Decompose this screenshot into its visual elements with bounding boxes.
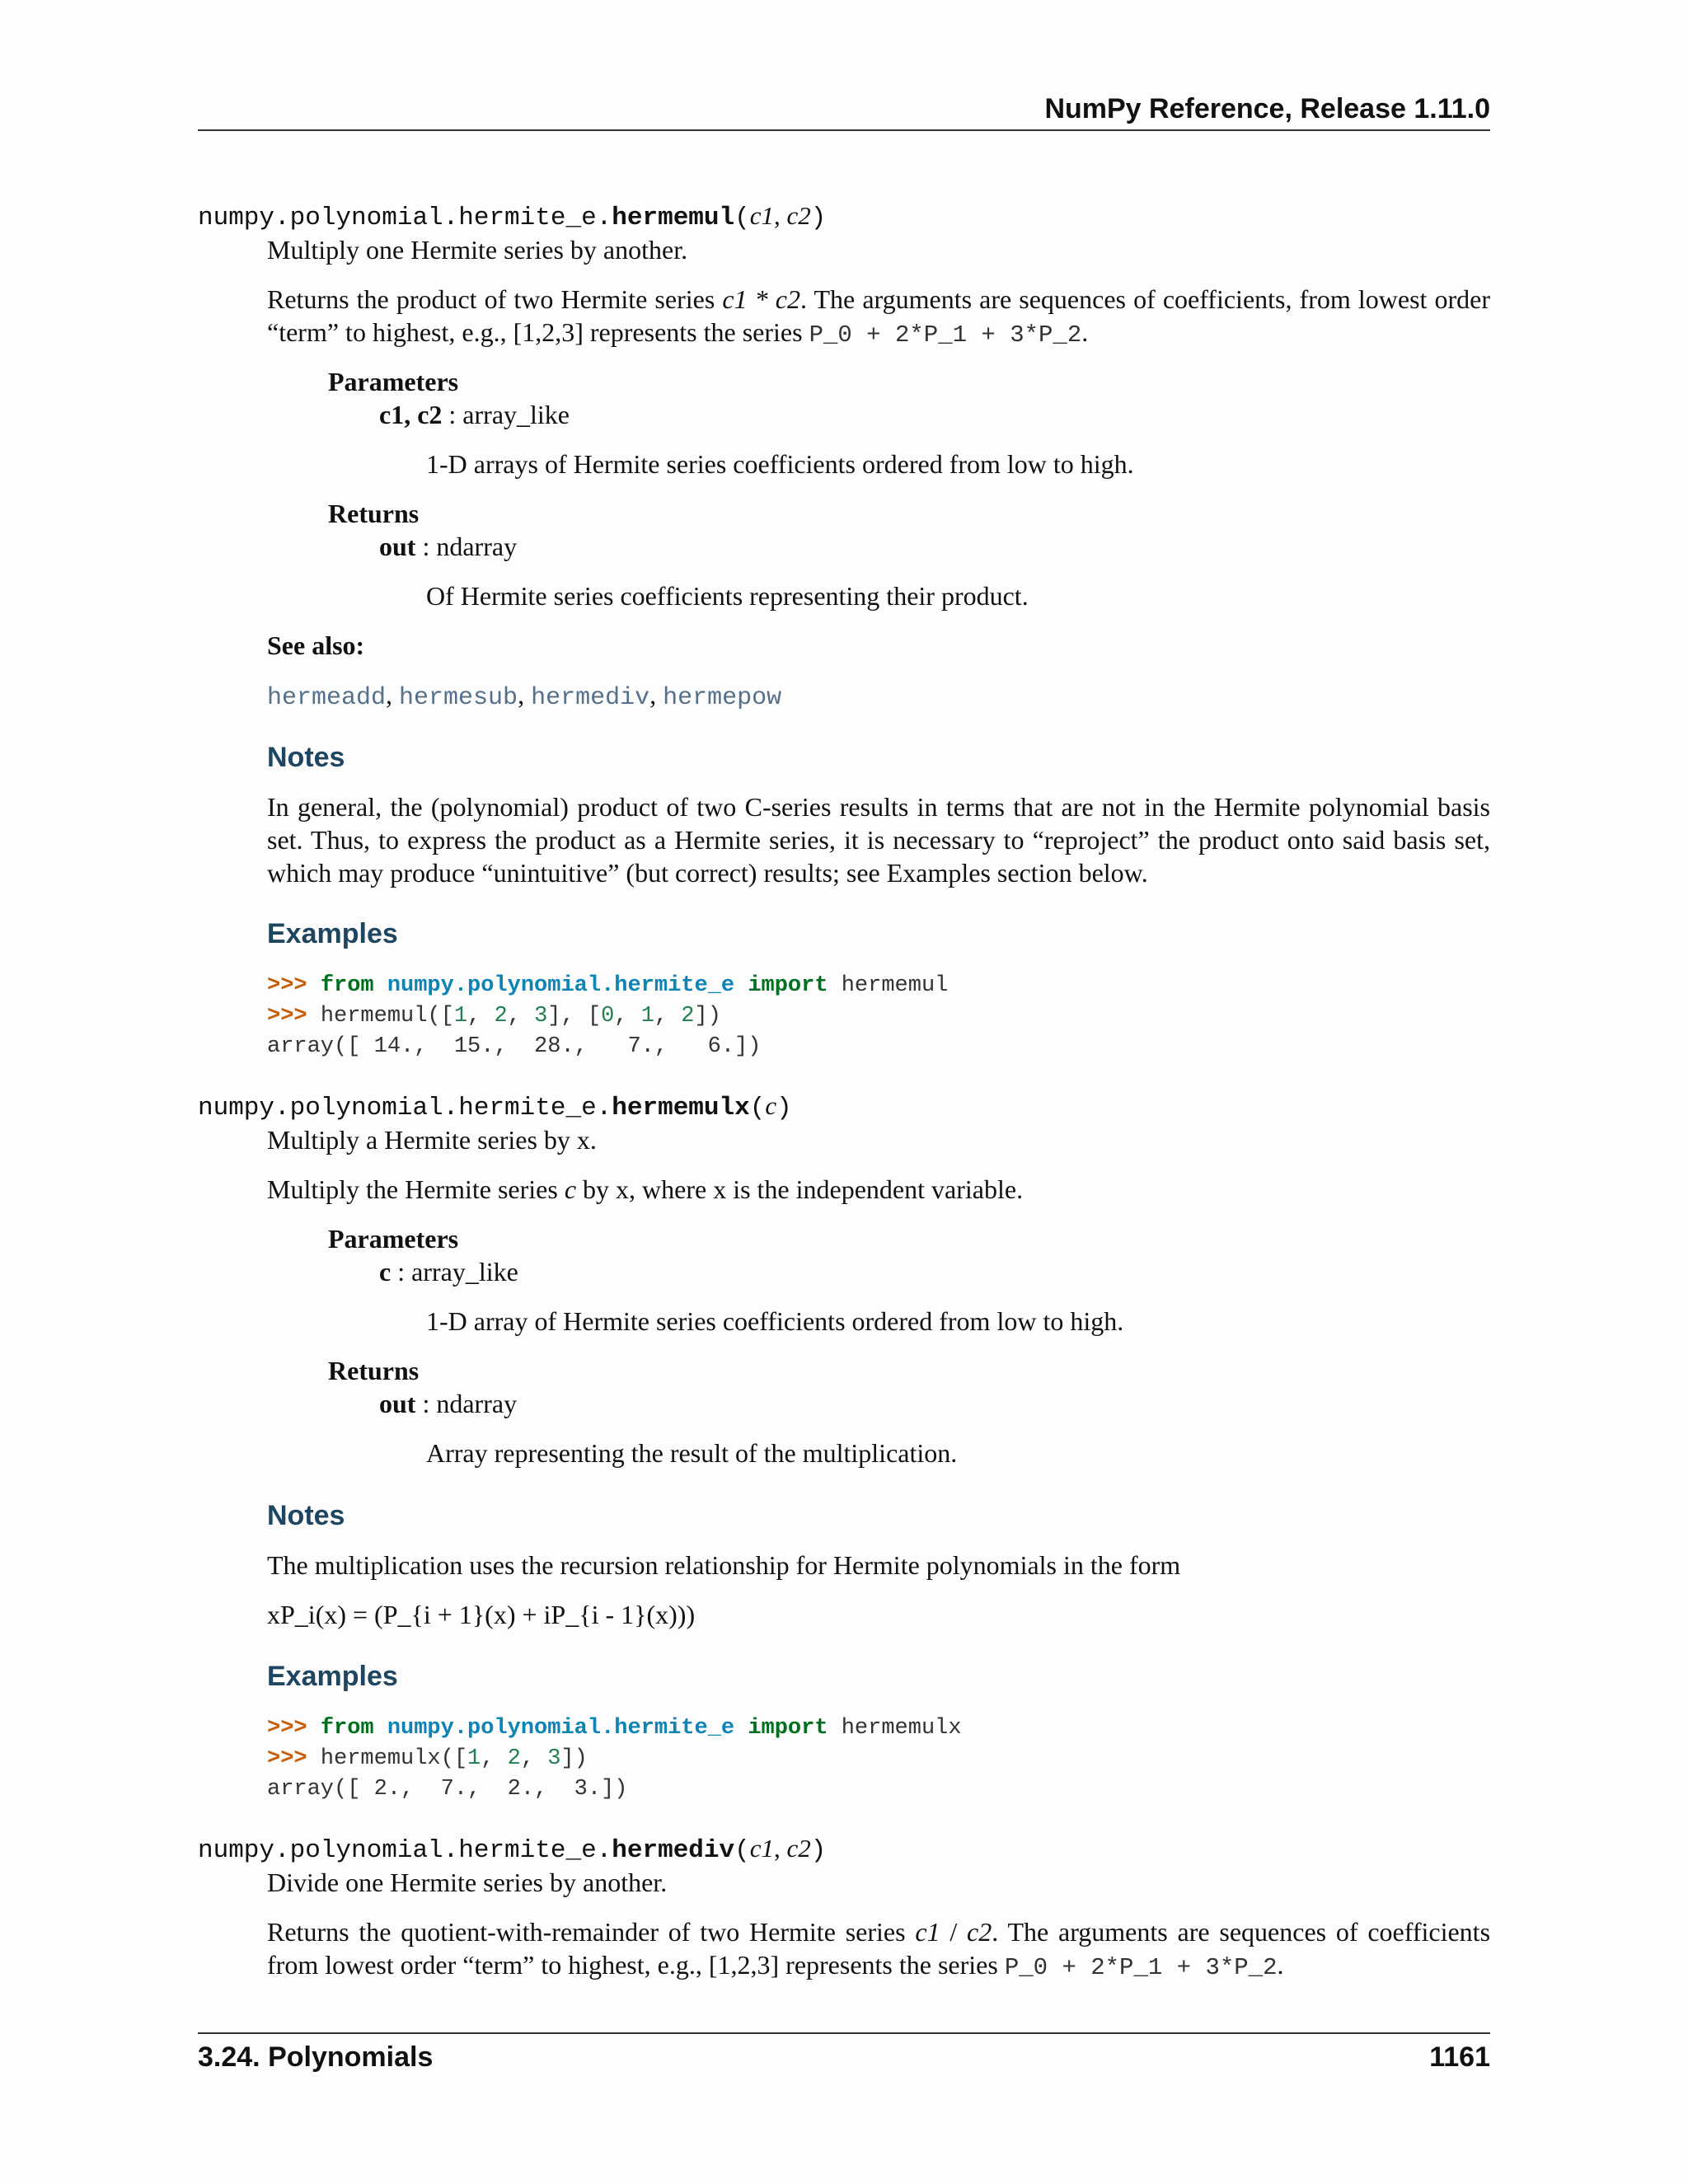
return-type: : ndarray <box>415 532 518 561</box>
code-prompt: >>> <box>267 1716 321 1741</box>
param-type: : array_like <box>442 400 570 429</box>
code-comma: , <box>467 1004 495 1029</box>
code-prompt: >>> <box>267 973 321 998</box>
see-also-sep: , <box>649 680 663 710</box>
code-prompt: >>> <box>267 1746 321 1771</box>
code-punct: ], [ <box>547 1004 602 1029</box>
hermemul-param-desc: 1-D arrays of Hermite series coefficients ordered from low to high. <box>426 449 1134 479</box>
footer-page-number: 1161 <box>1429 2041 1490 2073</box>
hermemul-return-desc: Of Hermite series coefficients representing their product. <box>426 581 1029 611</box>
footer-section: 3.24. Polynomials <box>198 2041 434 2073</box>
code-comma: , <box>507 1004 535 1029</box>
code-number: 1 <box>640 1004 654 1029</box>
signature-sep: , <box>774 201 787 230</box>
code-number: 2 <box>494 1004 508 1029</box>
hermemul-summary: Multiply one Hermite series by another. <box>267 235 688 265</box>
running-header-title: NumPy Reference, Release 1.11.0 <box>1044 93 1490 124</box>
signature-paren-open: ( <box>734 1836 750 1865</box>
code-number: 2 <box>681 1004 695 1029</box>
desc-text: Multiply the Hermite series <box>267 1174 565 1204</box>
code-punct: ]) <box>694 1004 721 1029</box>
code-call: hermemulx([ <box>320 1746 468 1771</box>
hermemulx-example-code <box>267 1713 962 1805</box>
desc-code: P_0 + 2*P_1 + 3*P_2 <box>1004 1954 1278 1981</box>
desc-code: P_0 + 2*P_1 + 3*P_2 <box>809 321 1082 349</box>
code-output: array([ 2., 7., 2., 3.]) <box>267 1777 628 1802</box>
code-keyword: from <box>320 1716 374 1741</box>
desc-text: . The arguments are sequences of coefficients from lowest order “term” to highest, e.g., [1,2,3] represents the series <box>267 1917 1491 1980</box>
signature-paren-close: ) <box>776 1094 792 1122</box>
signature-arg: c1 <box>749 201 774 230</box>
signature-module: numpy.polynomial.hermite_e. <box>198 1836 612 1865</box>
footer-rule <box>198 2032 1490 2034</box>
hermemulx-param <box>379 1255 518 1288</box>
see-also-link-hermediv[interactable]: hermediv <box>531 684 650 712</box>
hermediv-description <box>267 1915 1490 1985</box>
signature-sep: , <box>774 1834 787 1863</box>
hermemulx-summary: Multiply a Hermite series by x. <box>267 1125 597 1155</box>
code-name: hermemulx <box>841 1716 962 1741</box>
hermemul-returns-heading: Returns <box>328 499 420 528</box>
code-number: 1 <box>467 1746 481 1771</box>
code-comma: , <box>520 1746 548 1771</box>
hermemulx-description <box>267 1173 1490 1206</box>
desc-text: . The arguments are sequences of coefficients, from lowest order “term” to highest, e.g., [1,2,3] represents the series <box>267 284 1491 347</box>
code-comma: , <box>614 1004 641 1029</box>
header-rule <box>198 129 1490 131</box>
param-name: c <box>379 1257 392 1286</box>
see-also-link-hermeadd[interactable]: hermeadd <box>267 684 387 712</box>
return-name: out <box>379 532 416 561</box>
signature-arg: c1 <box>749 1834 774 1863</box>
hermemulx-return <box>379 1387 517 1420</box>
signature-arg: c <box>765 1091 777 1120</box>
code-keyword: import <box>748 973 828 998</box>
signature-arg: c2 <box>786 1834 811 1863</box>
desc-expr: c1 * c2 <box>722 284 800 314</box>
hermemulx-signature <box>198 1091 792 1122</box>
hermediv-signature <box>198 1834 826 1865</box>
hermemul-description <box>267 283 1490 352</box>
hermemul-parameters-heading: Parameters <box>328 367 459 396</box>
desc-text: Returns the quotient-with-remainder of two Hermite series <box>267 1917 916 1947</box>
signature-paren-close: ) <box>810 1836 827 1865</box>
signature-function-name: hermemul <box>612 204 735 232</box>
see-also-sep: , <box>386 680 400 710</box>
code-comma: , <box>481 1746 508 1771</box>
desc-expr: c2 <box>967 1917 992 1947</box>
desc-text: / <box>940 1917 968 1947</box>
code-keyword: import <box>748 1716 828 1741</box>
return-name: out <box>379 1389 416 1418</box>
hermemulx-parameters-heading: Parameters <box>328 1224 459 1254</box>
desc-text: . <box>1081 317 1089 347</box>
param-name: c1, c2 <box>379 400 443 429</box>
code-number: 1 <box>453 1004 468 1029</box>
code-prompt: >>> <box>267 1004 321 1029</box>
desc-text: Returns the product of two Hermite series <box>267 284 723 314</box>
desc-expr: c1 <box>915 1917 940 1947</box>
see-also-sep: , <box>518 680 532 710</box>
hermemul-see-also-list <box>267 678 781 715</box>
signature-paren-open: ( <box>749 1094 766 1122</box>
hermemul-example-code <box>267 971 948 1062</box>
code-call: hermemul([ <box>320 1004 454 1029</box>
hermemul-signature <box>198 201 826 232</box>
hermemulx-notes: The multiplication uses the recursion relationship for Hermite polynomials in the form <box>267 1550 1181 1580</box>
hermemul-examples-heading: Examples <box>267 918 398 949</box>
signature-module: numpy.polynomial.hermite_e. <box>198 1094 612 1122</box>
hermemul-return <box>379 530 517 563</box>
hermemulx-returns-heading: Returns <box>328 1356 420 1385</box>
code-keyword: from <box>320 973 374 998</box>
hermemulx-param-desc: 1-D array of Hermite series coefficients ordered from low to high. <box>426 1306 1124 1336</box>
see-also-link-hermesub[interactable]: hermesub <box>399 684 518 712</box>
hermemul-notes: In general, the (polynomial) product of two C-series results in terms that are not in the Hermite polynomial basis set. Thus, to express the product as a Hermite series, it is necessary to “reproject” the product onto said basis set, which may produce “unintuitive” (but correct) results; see Examples section below. <box>267 792 1490 888</box>
param-type: : array_like <box>391 1257 518 1286</box>
see-also-link-hermepow[interactable]: hermepow <box>663 684 782 712</box>
code-name: hermemul <box>841 973 949 998</box>
code-number: 0 <box>601 1004 615 1029</box>
signature-paren-close: ) <box>810 204 827 232</box>
desc-var: c <box>564 1174 577 1204</box>
hermediv-summary: Divide one Hermite series by another. <box>267 1868 668 1897</box>
desc-text: . <box>1277 1950 1284 1980</box>
desc-text: by x, where x is the independent variable. <box>576 1174 1024 1204</box>
code-module: numpy.polynomial.hermite_e <box>387 973 735 998</box>
code-output: array([ 14., 15., 28., 7., 6.]) <box>267 1034 762 1059</box>
hermemulx-examples-heading: Examples <box>267 1661 398 1692</box>
hermemul-see-also-heading: See also: <box>267 630 365 660</box>
hermemul-param <box>379 398 570 431</box>
hermemulx-return-desc: Array representing the result of the multiplication. <box>426 1438 958 1468</box>
code-number: 2 <box>507 1746 521 1771</box>
code-comma: , <box>654 1004 682 1029</box>
code-module: numpy.polynomial.hermite_e <box>387 1716 735 1741</box>
hermemulx-notes-heading: Notes <box>267 1500 345 1531</box>
hermemulx-formula: xP_i(x) = (P_{i + 1}(x) + iP_{i - 1}(x))) <box>267 1600 696 1629</box>
signature-function-name: hermediv <box>612 1836 735 1865</box>
signature-arg: c2 <box>786 201 811 230</box>
signature-function-name: hermemulx <box>612 1094 750 1122</box>
return-type: : ndarray <box>415 1389 518 1418</box>
hermemul-notes-heading: Notes <box>267 742 345 773</box>
signature-paren-open: ( <box>734 204 750 232</box>
code-number: 3 <box>547 1746 561 1771</box>
code-number: 3 <box>534 1004 548 1029</box>
signature-module: numpy.polynomial.hermite_e. <box>198 204 612 232</box>
code-punct: ]) <box>560 1746 588 1771</box>
